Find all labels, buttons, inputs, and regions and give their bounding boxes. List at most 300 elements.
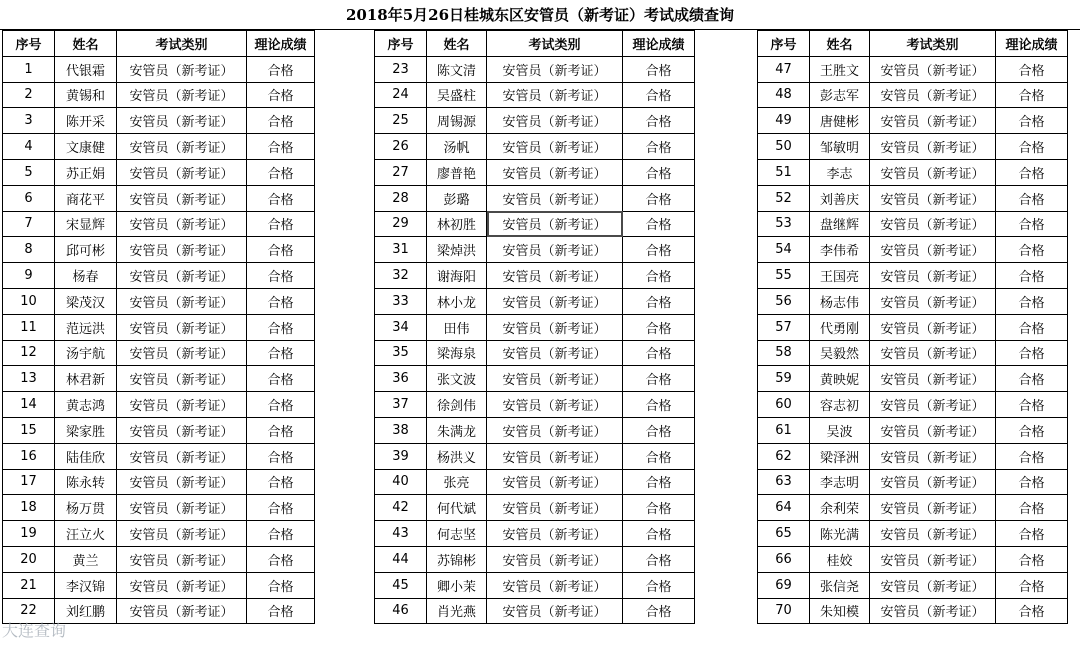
cell-result[interactable]: 合格 [996, 82, 1068, 108]
cell-name[interactable]: 文康健 [55, 134, 117, 160]
cell-name[interactable]: 杨万贯 [55, 495, 117, 521]
cell-exam-type[interactable]: 安管员（新考证） [870, 56, 996, 82]
cell-name[interactable]: 唐健彬 [810, 108, 870, 134]
cell-number[interactable]: 5 [3, 159, 55, 185]
cell-name[interactable]: 汤帆 [427, 134, 487, 160]
cell-result[interactable]: 合格 [996, 572, 1068, 598]
cell-name[interactable]: 陈文清 [427, 56, 487, 82]
cell-number[interactable]: 10 [3, 288, 55, 314]
cell-exam-type[interactable]: 安管员（新考证） [870, 546, 996, 572]
header-number[interactable]: 序号 [375, 31, 427, 57]
header-theory-score[interactable]: 理论成绩 [623, 31, 695, 57]
cell-exam-type[interactable]: 安管员（新考证） [870, 572, 996, 598]
table-row [758, 263, 1068, 289]
cell-number[interactable]: 53 [758, 211, 810, 237]
cell-name[interactable]: 余利荣 [810, 495, 870, 521]
cell-result[interactable]: 合格 [996, 159, 1068, 185]
cell-result[interactable]: 合格 [247, 134, 315, 160]
table-row [3, 56, 315, 82]
cell-exam-type[interactable]: 安管员（新考证） [870, 185, 996, 211]
cell-result[interactable]: 合格 [996, 495, 1068, 521]
cell-result[interactable]: 合格 [247, 443, 315, 469]
cell-result[interactable]: 合格 [247, 469, 315, 495]
cell-number[interactable]: 63 [758, 469, 810, 495]
table-row [758, 82, 1068, 108]
cell-result[interactable]: 合格 [247, 392, 315, 418]
cell-exam-type[interactable]: 安管员（新考证） [870, 263, 996, 289]
cell-exam-type[interactable]: 安管员（新考证） [117, 495, 247, 521]
table-row [375, 56, 695, 82]
cell-number[interactable]: 49 [758, 108, 810, 134]
cell-exam-type[interactable]: 安管员（新考证） [870, 288, 996, 314]
header-number[interactable]: 序号 [758, 31, 810, 57]
cell-number[interactable]: 57 [758, 314, 810, 340]
cell-result[interactable]: 合格 [247, 82, 315, 108]
cell-result[interactable]: 合格 [996, 443, 1068, 469]
cell-number[interactable]: 27 [375, 159, 427, 185]
cell-result[interactable]: 合格 [623, 237, 695, 263]
cell-exam-type[interactable]: 安管员（新考证） [487, 237, 623, 263]
cell-number[interactable]: 4 [3, 134, 55, 160]
cell-name[interactable]: 廖普艳 [427, 159, 487, 185]
cell-number[interactable]: 6 [3, 185, 55, 211]
cell-result[interactable]: 合格 [247, 237, 315, 263]
cell-number[interactable]: 59 [758, 366, 810, 392]
cell-name[interactable]: 杨洪义 [427, 443, 487, 469]
cell-number[interactable]: 69 [758, 572, 810, 598]
cell-result[interactable]: 合格 [247, 314, 315, 340]
cell-result[interactable]: 合格 [247, 546, 315, 572]
cell-exam-type[interactable]: 安管员（新考证） [487, 366, 623, 392]
header-name[interactable]: 姓名 [427, 31, 487, 57]
cell-exam-type[interactable]: 安管员（新考证） [870, 417, 996, 443]
cell-number[interactable]: 32 [375, 263, 427, 289]
cell-result[interactable]: 合格 [623, 598, 695, 624]
cell-exam-type[interactable]: 安管员（新考证） [117, 185, 247, 211]
cell-exam-type[interactable]: 安管员（新考证） [117, 546, 247, 572]
cell-name[interactable]: 周锡源 [427, 108, 487, 134]
watermark-text: 大连查询 [2, 621, 67, 640]
header-number[interactable]: 序号 [3, 31, 55, 57]
cell-number[interactable]: 35 [375, 340, 427, 366]
cell-result[interactable]: 合格 [996, 521, 1068, 547]
cell-name[interactable]: 陆佳欣 [55, 443, 117, 469]
cell-exam-type[interactable]: 安管员（新考证） [117, 598, 247, 624]
cell-exam-type[interactable]: 安管员（新考证） [487, 185, 623, 211]
cell-result[interactable]: 合格 [996, 469, 1068, 495]
cell-exam-type[interactable]: 安管员（新考证） [487, 572, 623, 598]
cell-number[interactable]: 66 [758, 546, 810, 572]
cell-result[interactable]: 合格 [996, 598, 1068, 624]
cell-exam-type[interactable]: 安管员（新考证） [487, 546, 623, 572]
header-name[interactable]: 姓名 [810, 31, 870, 57]
cell-name[interactable]: 何代斌 [427, 495, 487, 521]
cell-exam-type[interactable]: 安管员（新考证） [117, 288, 247, 314]
cell-exam-type[interactable]: 安管员（新考证） [117, 469, 247, 495]
cell-name[interactable]: 张文波 [427, 366, 487, 392]
cell-result[interactable]: 合格 [623, 82, 695, 108]
cell-exam-type[interactable]: 安管员（新考证） [870, 392, 996, 418]
cell-number[interactable]: 21 [3, 572, 55, 598]
table-row [375, 340, 695, 366]
cell-exam-type[interactable]: 安管员（新考证） [117, 56, 247, 82]
cell-result[interactable]: 合格 [247, 521, 315, 547]
cell-result[interactable]: 合格 [623, 288, 695, 314]
cell-number[interactable]: 46 [375, 598, 427, 624]
results-table-right [757, 30, 1068, 624]
table-row [375, 598, 695, 624]
cell-exam-type[interactable]: 安管员（新考证） [870, 211, 996, 237]
cell-result[interactable]: 合格 [623, 546, 695, 572]
cell-exam-type[interactable]: 安管员（新考证） [487, 134, 623, 160]
cell-name[interactable]: 李汉锦 [55, 572, 117, 598]
cell-name[interactable]: 苏正娟 [55, 159, 117, 185]
cell-name[interactable]: 邱可彬 [55, 237, 117, 263]
cell-number[interactable]: 28 [375, 185, 427, 211]
cell-number[interactable]: 61 [758, 417, 810, 443]
cell-name[interactable]: 张亮 [427, 469, 487, 495]
cell-exam-type[interactable]: 安管员（新考证） [870, 108, 996, 134]
cell-number[interactable]: 2 [3, 82, 55, 108]
cell-exam-type[interactable]: 安管员（新考证） [487, 443, 623, 469]
cell-exam-type[interactable]: 安管员（新考证） [487, 521, 623, 547]
cell-result[interactable]: 合格 [623, 366, 695, 392]
cell-result[interactable]: 合格 [623, 469, 695, 495]
cell-result[interactable]: 合格 [996, 417, 1068, 443]
cell-name[interactable]: 陈光满 [810, 521, 870, 547]
cell-exam-type[interactable]: 安管员（新考证） [117, 211, 247, 237]
cell-exam-type[interactable]: 安管员（新考证） [870, 134, 996, 160]
cell-number[interactable]: 60 [758, 392, 810, 418]
cell-number[interactable]: 44 [375, 546, 427, 572]
cell-number[interactable]: 39 [375, 443, 427, 469]
cell-name[interactable]: 李志明 [810, 469, 870, 495]
cell-name[interactable]: 陈永转 [55, 469, 117, 495]
header-name[interactable]: 姓名 [55, 31, 117, 57]
table-row [375, 263, 695, 289]
header-exam-type[interactable]: 考试类别 [487, 31, 623, 57]
cell-name[interactable]: 盘继辉 [810, 211, 870, 237]
cell-name[interactable]: 朱满龙 [427, 417, 487, 443]
cell-name[interactable]: 梁泽洲 [810, 443, 870, 469]
cell-name[interactable]: 汤宇航 [55, 340, 117, 366]
table-row [3, 108, 315, 134]
cell-name[interactable]: 宋显辉 [55, 211, 117, 237]
cell-number[interactable]: 50 [758, 134, 810, 160]
cell-number[interactable]: 47 [758, 56, 810, 82]
cell-name[interactable]: 田伟 [427, 314, 487, 340]
cell-number[interactable]: 58 [758, 340, 810, 366]
cell-result[interactable]: 合格 [623, 263, 695, 289]
cell-exam-type[interactable]: 安管员（新考证） [117, 108, 247, 134]
cell-name[interactable]: 梁焯洪 [427, 237, 487, 263]
cell-result[interactable]: 合格 [247, 288, 315, 314]
cell-exam-type[interactable]: 安管员（新考证） [487, 469, 623, 495]
cell-exam-type[interactable]: 安管员（新考证） [870, 314, 996, 340]
cell-number[interactable]: 65 [758, 521, 810, 547]
cell-name[interactable]: 邹敏明 [810, 134, 870, 160]
cell-name[interactable]: 吴毅然 [810, 340, 870, 366]
cell-number[interactable]: 33 [375, 288, 427, 314]
cell-name[interactable]: 黄志鸿 [55, 392, 117, 418]
cell-name[interactable]: 黄锡和 [55, 82, 117, 108]
cell-result[interactable]: 合格 [996, 237, 1068, 263]
cell-name[interactable]: 林初胜 [427, 211, 487, 237]
table-row [758, 108, 1068, 134]
cell-result[interactable]: 合格 [623, 134, 695, 160]
cell-number[interactable]: 40 [375, 469, 427, 495]
cell-result[interactable]: 合格 [247, 108, 315, 134]
cell-exam-type[interactable]: 安管员（新考证） [117, 82, 247, 108]
cell-exam-type[interactable]: 安管员（新考证） [870, 443, 996, 469]
cell-result[interactable]: 合格 [623, 185, 695, 211]
table-row [375, 392, 695, 418]
cell-number[interactable]: 9 [3, 263, 55, 289]
cell-result[interactable]: 合格 [247, 572, 315, 598]
table-row [375, 469, 695, 495]
cell-number[interactable]: 48 [758, 82, 810, 108]
cell-exam-type[interactable]: 安管员（新考证） [487, 288, 623, 314]
cell-result[interactable]: 合格 [247, 211, 315, 237]
cell-number[interactable]: 11 [3, 314, 55, 340]
cell-name[interactable]: 代勇刚 [810, 314, 870, 340]
cell-number[interactable]: 64 [758, 495, 810, 521]
cell-result[interactable]: 合格 [996, 340, 1068, 366]
header-exam-type[interactable]: 考试类别 [117, 31, 247, 57]
cell-number[interactable]: 26 [375, 134, 427, 160]
cell-result[interactable]: 合格 [996, 546, 1068, 572]
cell-result[interactable]: 合格 [247, 598, 315, 624]
cell-result[interactable]: 合格 [247, 263, 315, 289]
cell-number[interactable]: 51 [758, 159, 810, 185]
cell-name[interactable]: 何志坚 [427, 521, 487, 547]
cell-exam-type[interactable]: 安管员（新考证） [870, 159, 996, 185]
cell-exam-type[interactable]: 安管员（新考证） [117, 417, 247, 443]
cell-number[interactable]: 54 [758, 237, 810, 263]
table-row [3, 392, 315, 418]
cell-exam-type[interactable]: 安管员（新考证） [870, 598, 996, 624]
cell-result[interactable]: 合格 [623, 572, 695, 598]
table-row [375, 417, 695, 443]
cell-result[interactable]: 合格 [623, 417, 695, 443]
cell-result[interactable]: 合格 [247, 159, 315, 185]
cell-exam-type[interactable]: 安管员（新考证） [870, 495, 996, 521]
cell-result[interactable]: 合格 [996, 211, 1068, 237]
cell-number[interactable]: 17 [3, 469, 55, 495]
cell-exam-type[interactable]: 安管员（新考证） [870, 521, 996, 547]
cell-result[interactable]: 合格 [996, 263, 1068, 289]
cell-result[interactable]: 合格 [996, 392, 1068, 418]
cell-name[interactable]: 谢海阳 [427, 263, 487, 289]
cell-name[interactable]: 彭志军 [810, 82, 870, 108]
cell-exam-type[interactable]: 安管员（新考证） [487, 495, 623, 521]
cell-name[interactable]: 容志初 [810, 392, 870, 418]
cell-result[interactable]: 合格 [247, 366, 315, 392]
cell-exam-type[interactable]: 安管员（新考证） [487, 211, 623, 237]
cell-name[interactable]: 吴盛柱 [427, 82, 487, 108]
cell-name[interactable]: 黄映妮 [810, 366, 870, 392]
cell-name[interactable]: 张信尧 [810, 572, 870, 598]
cell-name[interactable]: 杨春 [55, 263, 117, 289]
cell-name[interactable]: 刘善庆 [810, 185, 870, 211]
cell-name[interactable]: 徐剑伟 [427, 392, 487, 418]
table-row [758, 211, 1068, 237]
cell-number[interactable]: 70 [758, 598, 810, 624]
cell-result[interactable]: 合格 [996, 288, 1068, 314]
cell-number[interactable]: 20 [3, 546, 55, 572]
cell-result[interactable]: 合格 [247, 185, 315, 211]
cell-exam-type[interactable]: 安管员（新考证） [487, 598, 623, 624]
cell-name[interactable]: 梁海泉 [427, 340, 487, 366]
cell-number[interactable]: 45 [375, 572, 427, 598]
cell-number[interactable]: 31 [375, 237, 427, 263]
cell-number[interactable]: 52 [758, 185, 810, 211]
cell-result[interactable]: 合格 [623, 392, 695, 418]
cell-number[interactable]: 24 [375, 82, 427, 108]
cell-number[interactable]: 42 [375, 495, 427, 521]
cell-number[interactable]: 16 [3, 443, 55, 469]
cell-name[interactable]: 吴波 [810, 417, 870, 443]
cell-result[interactable]: 合格 [623, 521, 695, 547]
cell-result[interactable]: 合格 [996, 56, 1068, 82]
cell-exam-type[interactable]: 安管员（新考证） [487, 392, 623, 418]
cell-number[interactable]: 22 [3, 598, 55, 624]
table-row [375, 443, 695, 469]
cell-number[interactable]: 43 [375, 521, 427, 547]
cell-number[interactable]: 12 [3, 340, 55, 366]
header-theory-score[interactable]: 理论成绩 [996, 31, 1068, 57]
header-theory-score[interactable]: 理论成绩 [247, 31, 315, 57]
cell-exam-type[interactable]: 安管员（新考证） [487, 314, 623, 340]
cell-exam-type[interactable]: 安管员（新考证） [117, 237, 247, 263]
cell-result[interactable]: 合格 [247, 340, 315, 366]
cell-number[interactable]: 7 [3, 211, 55, 237]
cell-number[interactable]: 38 [375, 417, 427, 443]
cell-name[interactable]: 范远洪 [55, 314, 117, 340]
cell-name[interactable]: 杨志伟 [810, 288, 870, 314]
cell-exam-type[interactable]: 安管员（新考证） [870, 366, 996, 392]
cell-name[interactable]: 梁茂汉 [55, 288, 117, 314]
cell-exam-type[interactable]: 安管员（新考证） [870, 82, 996, 108]
cell-number[interactable]: 36 [375, 366, 427, 392]
cell-number[interactable]: 14 [3, 392, 55, 418]
cell-exam-type[interactable]: 安管员（新考证） [117, 392, 247, 418]
cell-name[interactable]: 梁家胜 [55, 417, 117, 443]
cell-exam-type[interactable]: 安管员（新考证） [487, 108, 623, 134]
header-row [375, 31, 695, 57]
cell-result[interactable]: 合格 [247, 417, 315, 443]
cell-result[interactable]: 合格 [623, 56, 695, 82]
cell-exam-type[interactable]: 安管员（新考证） [117, 572, 247, 598]
cell-exam-type[interactable]: 安管员（新考证） [117, 366, 247, 392]
cell-result[interactable]: 合格 [996, 185, 1068, 211]
cell-number[interactable]: 56 [758, 288, 810, 314]
cell-number[interactable]: 55 [758, 263, 810, 289]
table-row [3, 185, 315, 211]
table-row [3, 288, 315, 314]
cell-name[interactable]: 汪立火 [55, 521, 117, 547]
cell-name[interactable]: 黄兰 [55, 546, 117, 572]
cell-result[interactable]: 合格 [996, 366, 1068, 392]
cell-number[interactable]: 3 [3, 108, 55, 134]
cell-exam-type[interactable]: 安管员（新考证） [117, 521, 247, 547]
cell-name[interactable]: 桂姣 [810, 546, 870, 572]
table-row [758, 546, 1068, 572]
cell-number[interactable]: 19 [3, 521, 55, 547]
cell-exam-type[interactable]: 安管员（新考证） [487, 159, 623, 185]
cell-name[interactable]: 王胜文 [810, 56, 870, 82]
cell-number[interactable]: 23 [375, 56, 427, 82]
cell-result[interactable]: 合格 [623, 340, 695, 366]
cell-exam-type[interactable]: 安管员（新考证） [870, 469, 996, 495]
cell-exam-type[interactable]: 安管员（新考证） [487, 263, 623, 289]
cell-name[interactable]: 王国亮 [810, 263, 870, 289]
cell-exam-type[interactable]: 安管员（新考证） [487, 56, 623, 82]
cell-result[interactable]: 合格 [247, 56, 315, 82]
cell-name[interactable]: 肖光燕 [427, 598, 487, 624]
header-exam-type[interactable]: 考试类别 [870, 31, 996, 57]
cell-result[interactable]: 合格 [623, 495, 695, 521]
cell-number[interactable]: 29 [375, 211, 427, 237]
cell-exam-type[interactable]: 安管员（新考证） [870, 237, 996, 263]
cell-number[interactable]: 34 [375, 314, 427, 340]
cell-result[interactable]: 合格 [623, 314, 695, 340]
cell-number[interactable]: 62 [758, 443, 810, 469]
cell-exam-type[interactable]: 安管员（新考证） [487, 417, 623, 443]
cell-name[interactable]: 林小龙 [427, 288, 487, 314]
cell-name[interactable]: 陈开采 [55, 108, 117, 134]
cell-name[interactable]: 李志 [810, 159, 870, 185]
cell-name[interactable]: 苏锦彬 [427, 546, 487, 572]
table-row [375, 572, 695, 598]
cell-result[interactable]: 合格 [996, 108, 1068, 134]
cell-exam-type[interactable]: 安管员（新考证） [487, 340, 623, 366]
cell-exam-type[interactable]: 安管员（新考证） [870, 340, 996, 366]
cell-exam-type[interactable]: 安管员（新考证） [117, 340, 247, 366]
table-row [375, 134, 695, 160]
cell-number[interactable]: 1 [3, 56, 55, 82]
cell-number[interactable]: 8 [3, 237, 55, 263]
cell-result[interactable]: 合格 [996, 134, 1068, 160]
cell-name[interactable]: 林君新 [55, 366, 117, 392]
cell-number[interactable]: 25 [375, 108, 427, 134]
cell-exam-type[interactable]: 安管员（新考证） [117, 134, 247, 160]
cell-number[interactable]: 15 [3, 417, 55, 443]
cell-result[interactable]: 合格 [623, 108, 695, 134]
cell-exam-type[interactable]: 安管员（新考证） [117, 159, 247, 185]
cell-name[interactable]: 朱知模 [810, 598, 870, 624]
cell-exam-type[interactable]: 安管员（新考证） [117, 443, 247, 469]
cell-name[interactable]: 商花平 [55, 185, 117, 211]
cell-result[interactable]: 合格 [996, 314, 1068, 340]
cell-name[interactable]: 卿小茉 [427, 572, 487, 598]
cell-number[interactable]: 13 [3, 366, 55, 392]
cell-name[interactable]: 彭璐 [427, 185, 487, 211]
cell-result[interactable]: 合格 [623, 443, 695, 469]
cell-number[interactable]: 18 [3, 495, 55, 521]
cell-number[interactable]: 37 [375, 392, 427, 418]
cell-exam-type[interactable]: 安管员（新考证） [487, 82, 623, 108]
cell-exam-type[interactable]: 安管员（新考证） [117, 314, 247, 340]
cell-result[interactable]: 合格 [247, 495, 315, 521]
cell-name[interactable]: 李伟希 [810, 237, 870, 263]
cell-name[interactable]: 代银霜 [55, 56, 117, 82]
cell-result[interactable]: 合格 [623, 211, 695, 237]
cell-exam-type[interactable]: 安管员（新考证） [117, 263, 247, 289]
cell-result[interactable]: 合格 [623, 159, 695, 185]
cell-name[interactable]: 刘红鹏 [55, 598, 117, 624]
table-body [375, 56, 695, 624]
